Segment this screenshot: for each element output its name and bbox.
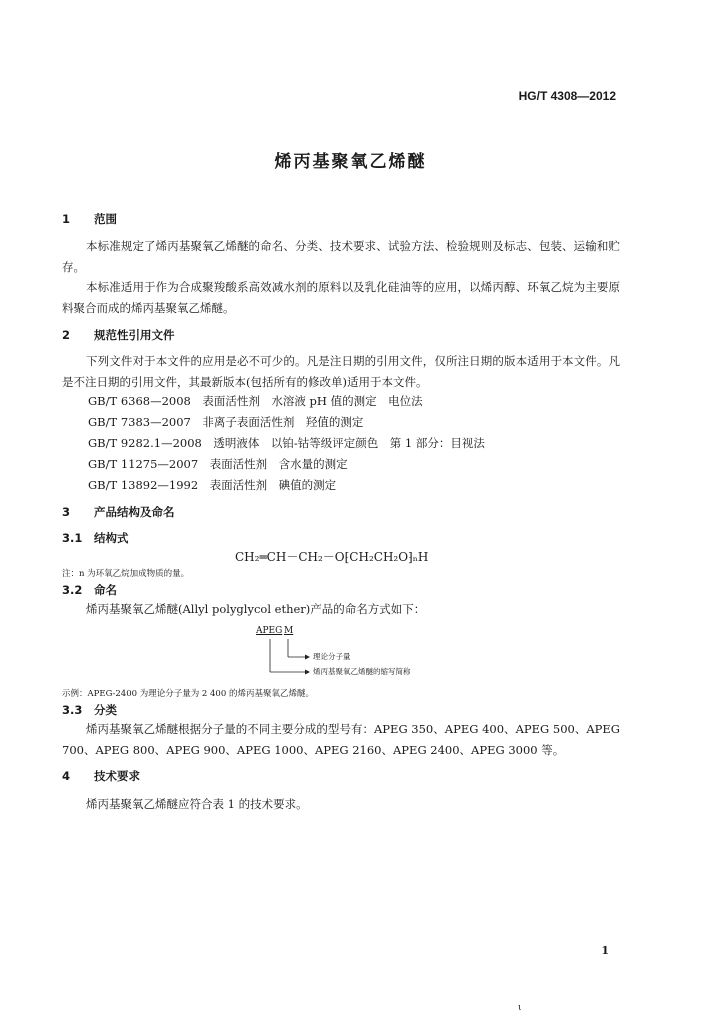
section-4-heading: [62, 768, 140, 784]
naming-diagram: [255, 626, 455, 682]
section-3-1-heading: [62, 530, 129, 546]
section-title: 结构式: [94, 531, 129, 545]
reference-item: GB/T 9282.1—2008 透明液体 以铂-钴等级评定颜色 第 1 部分：目视法: [88, 436, 485, 450]
section-1-heading: [62, 211, 117, 227]
naming-label-molecular-weight: 理论分子量: [313, 652, 351, 661]
section-3-heading: [62, 504, 175, 520]
section-number: 3: [62, 505, 71, 519]
section-title: 命名: [94, 583, 117, 597]
reference-item: GB/T 6368—2008 表面活性剂 水溶液 pH 值的测定 电位法: [88, 394, 423, 408]
section-number: 3.2: [62, 583, 83, 597]
section-number: 3.3: [62, 703, 83, 717]
section-number: 1: [62, 212, 71, 226]
naming-label-abbreviation: 烯丙基聚氧乙烯醚的缩写简称: [313, 667, 411, 676]
reference-item: GB/T 7383—2007 非离子表面活性剂 羟值的测定: [88, 415, 364, 429]
section-2-heading: [62, 327, 175, 343]
section-number: 2: [62, 328, 71, 342]
reference-item: GB/T 13892—1992 表面活性剂 碘值的测定: [88, 478, 337, 492]
section-title: 分类: [94, 703, 117, 717]
section-number: 3.1: [62, 531, 83, 545]
formula-note: 注：n 为环氧乙烷加成物质的量。: [62, 569, 190, 579]
page-number: 1: [601, 944, 609, 957]
section-3-2-heading: [62, 582, 117, 598]
reference-item: GB/T 11275—2007 表面活性剂 含水量的测定: [88, 457, 348, 471]
naming-m: M: [284, 626, 294, 636]
document-title: 烯丙基聚氧乙烯醚: [274, 152, 427, 172]
naming-code: APEG: [256, 626, 283, 636]
section-1-paragraph-2: 本标准适用于作为合成聚羧酸系高效减水剂的原料以及乳化硅油等的应用，以烯丙醇、环氧乙烷为主要原料聚合而成的烯丙基聚氧乙烯醚。: [62, 280, 620, 315]
standard-number: HG/T 4308—2012: [518, 89, 616, 103]
section-title: 技术要求: [94, 769, 140, 783]
section-1-paragraph-1: 本标准规定了烯丙基聚氧乙烯醚的命名、分类、技术要求、试验方法、检验规则及标志、包装、运输和贮存。: [62, 239, 620, 274]
section-title: 规范性引用文件: [94, 328, 175, 342]
section-3-3-heading: [62, 702, 117, 718]
section-4-paragraph-1: 烯丙基聚氧乙烯醚应符合表 1 的技术要求。: [86, 797, 308, 811]
section-title: 范围: [94, 212, 117, 226]
section-2-paragraph-1: 下列文件对于本文件的应用是必不可少的。凡是注日期的引用文件，仅所注日期的版本适用于本文件。凡是不注日期的引用文件，其最新版本(包括所有的修改单)适用于本文件。: [62, 354, 620, 389]
section-number: 4: [62, 769, 71, 783]
section-title: 产品结构及命名: [94, 505, 175, 519]
structural-formula: CH₂═CH－CH₂－O⁅CH₂CH₂O⁆ₙH: [235, 550, 429, 564]
stray-mark: ι: [518, 1003, 522, 1013]
section-3-3-paragraph-1: 烯丙基聚氧乙烯醚根据分子量的不同主要分成的型号有：APEG 350、APEG 400、APEG 500、APEG 700、APEG 800、APEG 900、APEG 1000、APEG 2160、APEG 2400、APEG 3000 等。: [62, 722, 620, 757]
section-3-2-paragraph-1: 烯丙基聚氧乙烯醚(Allyl polyglycol ether)产品的命名方式如下：: [86, 602, 426, 616]
naming-example: 示例：APEG-2400 为理论分子量为 2 400 的烯丙基聚氧乙烯醚。: [62, 689, 314, 699]
